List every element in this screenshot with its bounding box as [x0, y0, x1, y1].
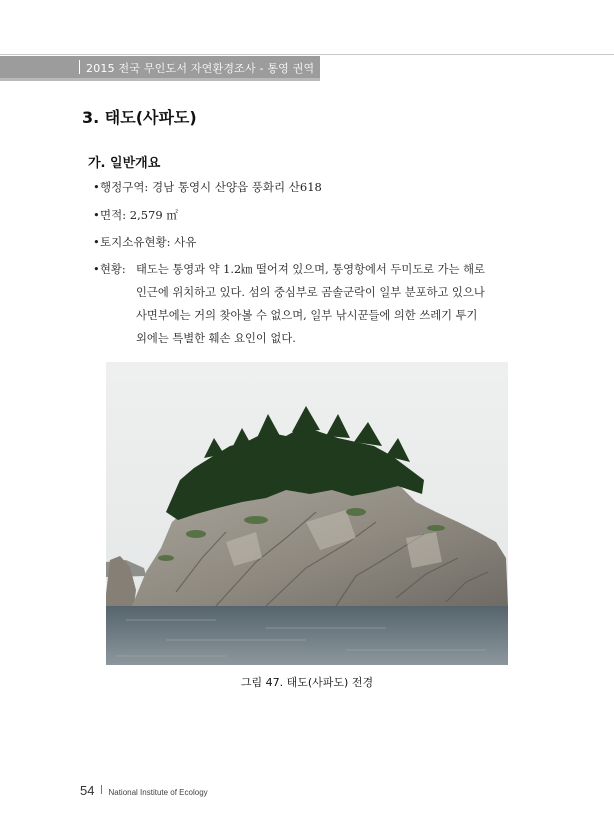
footer-divider — [101, 785, 102, 794]
status-label — [93, 261, 126, 277]
list-item-admin-district — [93, 179, 322, 195]
top-rule — [0, 54, 614, 55]
subsection-title: 가. 일반개요 — [88, 156, 161, 171]
bullet: • — [93, 235, 100, 249]
bullet: • — [93, 208, 100, 222]
status-label-text: 현황: — [100, 263, 126, 276]
page-footer — [80, 780, 208, 799]
status-line-3: 사면부에는 거의 찾아볼 수 없으며, 일부 낚시꾼들에 의한 쓰레기 투기 — [136, 309, 478, 322]
bullet: • — [93, 263, 100, 276]
status-line-2: 인근에 위치하고 있다. 섬의 중심부로 곰솔군락이 일부 분포하고 있으나 — [136, 286, 485, 299]
list-item-land-ownership — [93, 234, 196, 250]
running-header — [0, 56, 320, 81]
island-photo — [106, 362, 508, 665]
section-title: 3. 태도(사파도) — [82, 108, 197, 127]
list-item-area — [93, 207, 178, 223]
bullet: • — [93, 180, 100, 194]
list-item-text: 토지소유현황: 사유 — [100, 235, 197, 249]
list-item-text: 행정구역: 경남 통영시 산양읍 풍화리 산618 — [100, 180, 322, 194]
footer-institute: National Institute of Ecology — [108, 788, 208, 797]
status-line-4: 외에는 특별한 훼손 요인이 없다. — [136, 332, 296, 345]
list-item-text: 면적: 2,579 ㎡ — [100, 208, 178, 222]
header-divider — [79, 60, 80, 74]
page-number: 54 — [80, 783, 95, 798]
figure-caption: 그림 47. 태도(사파도) 전경 — [240, 676, 374, 689]
status-line-1: 태도는 통영과 약 1.2㎞ 떨어져 있으며, 통영항에서 두미도로 가는 해로 — [136, 263, 485, 276]
running-title: 2015 전국 무인도서 자연환경조사 - 통영 권역 — [86, 62, 315, 75]
